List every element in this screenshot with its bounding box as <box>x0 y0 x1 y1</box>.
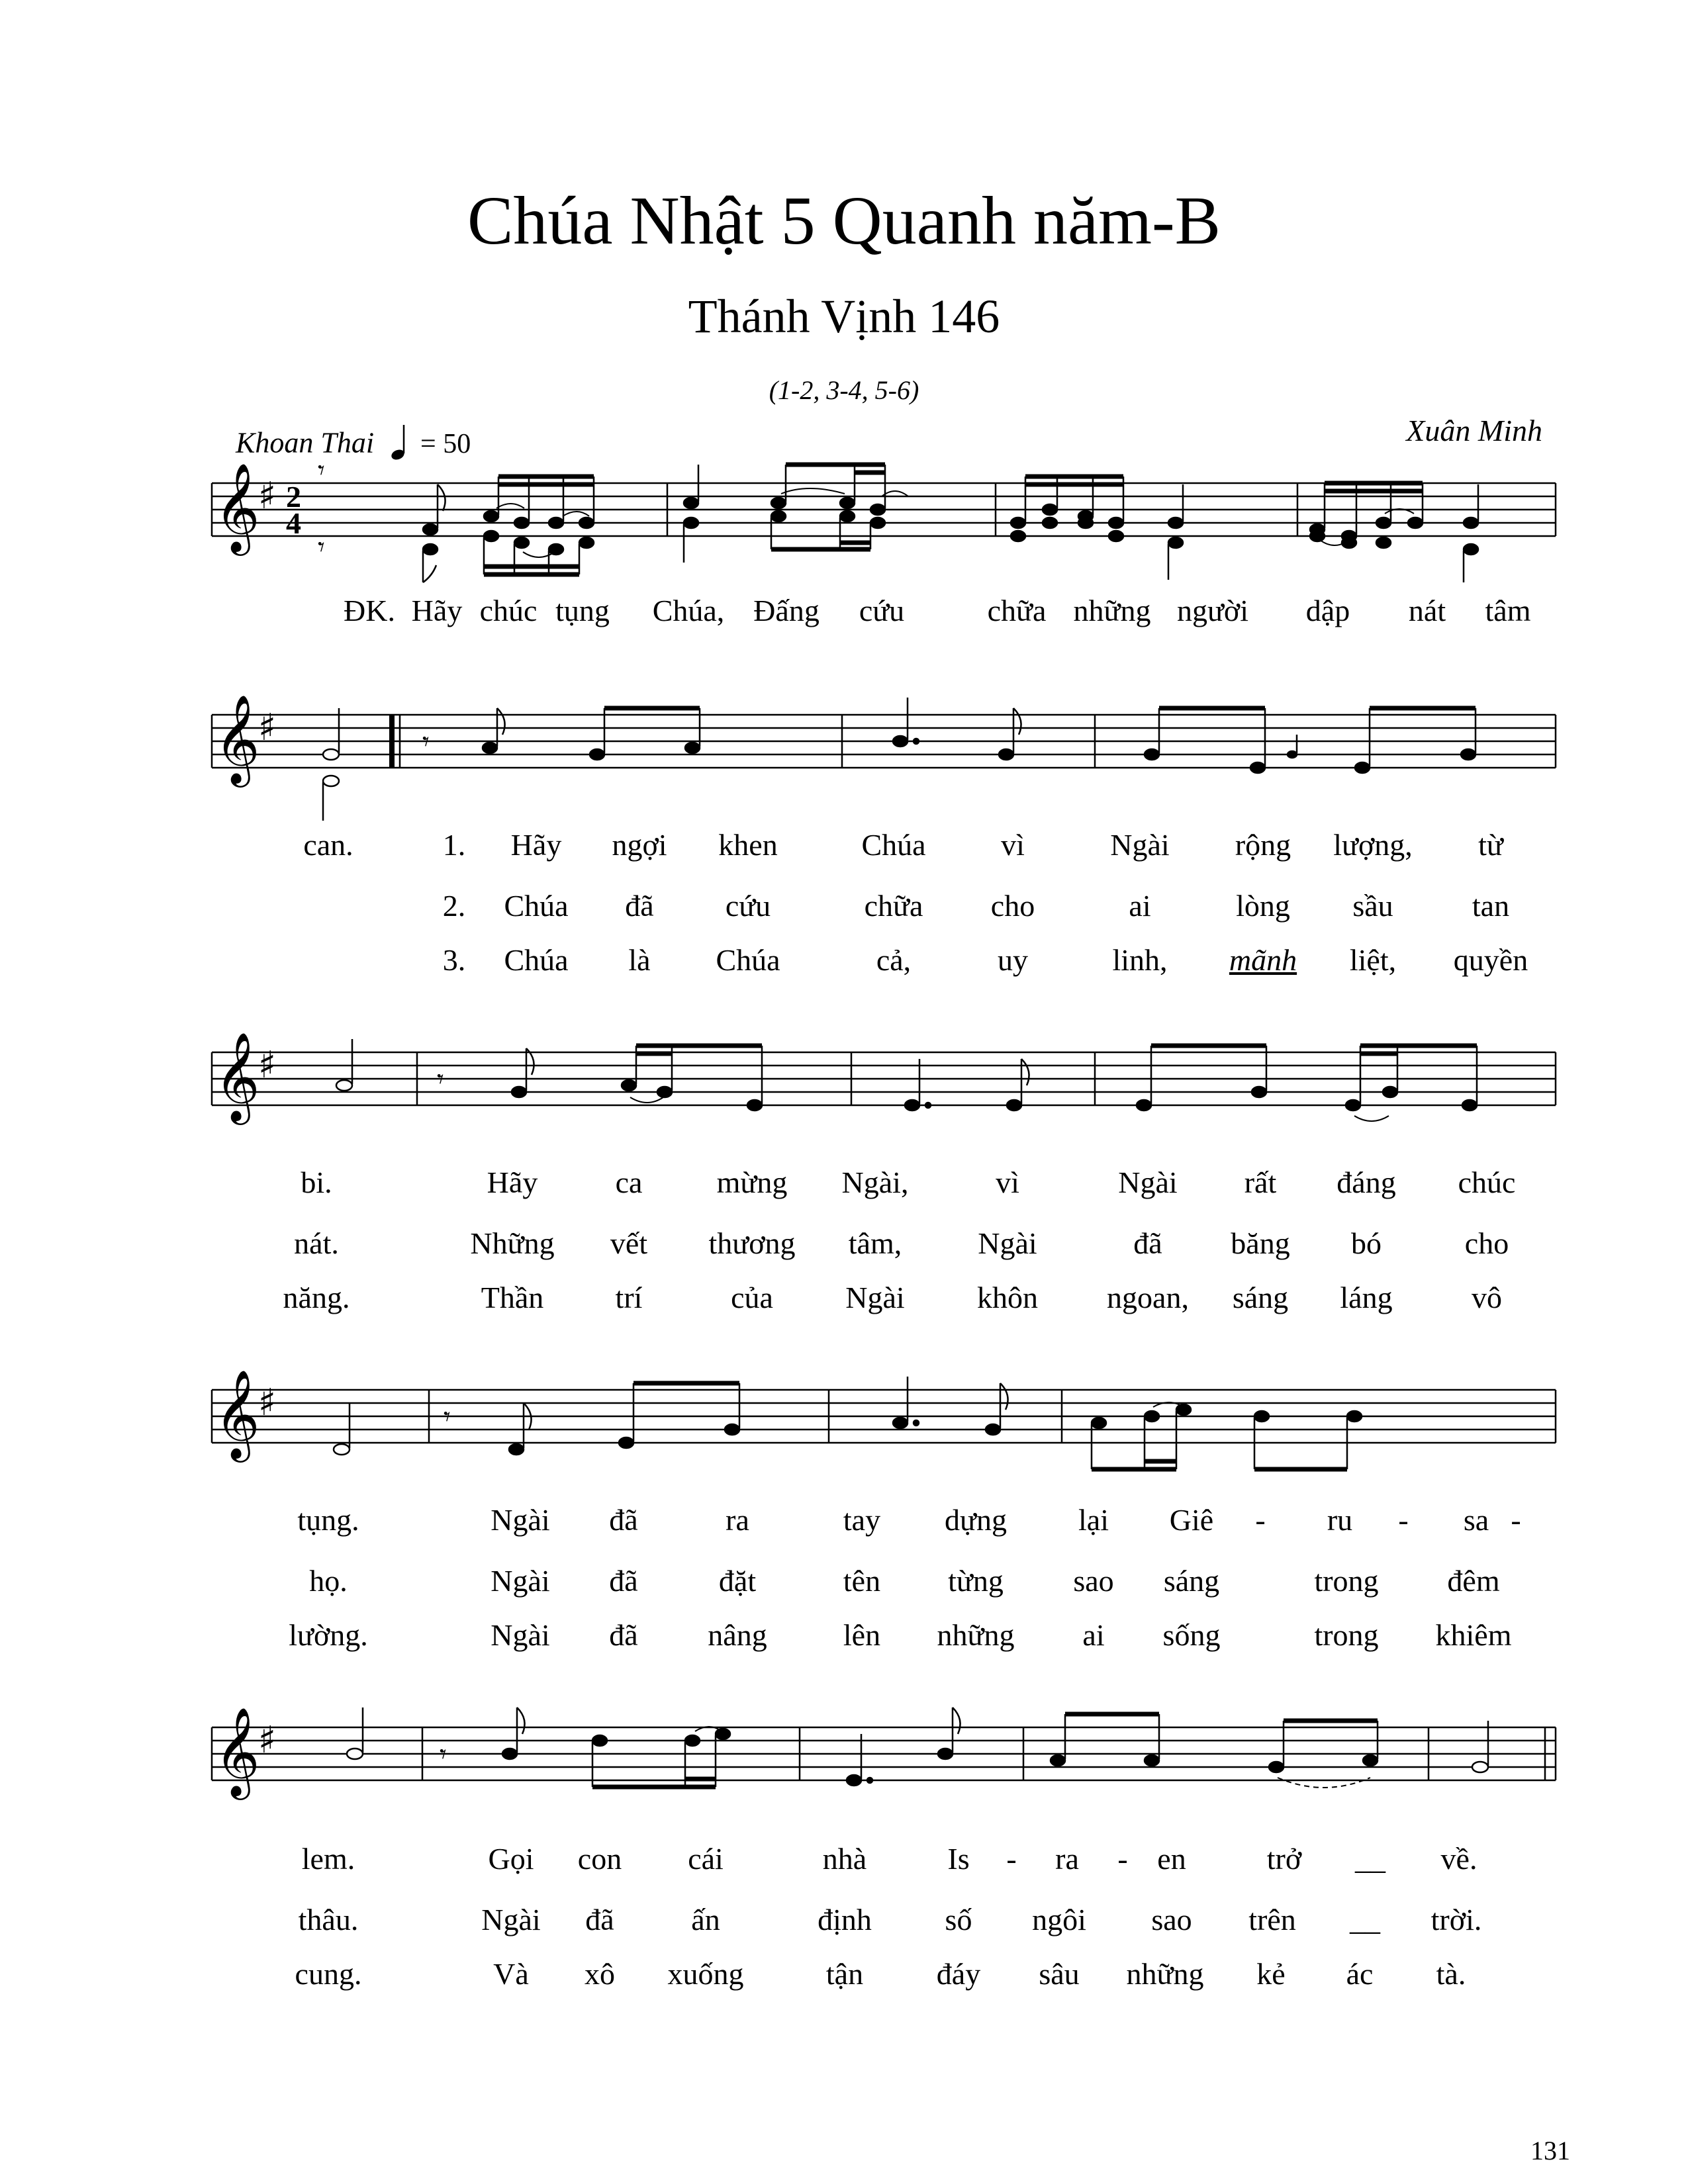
lyric-syllable: sống <box>1162 1618 1221 1652</box>
lyric-syllable: Đấng <box>753 594 820 627</box>
lyric-syllable: trời. <box>1430 1903 1482 1936</box>
lyric-syllable: họ. <box>309 1564 348 1598</box>
lyric-syllable: những <box>1073 594 1151 627</box>
lyric-syllable: xô <box>585 1957 615 1991</box>
lyric-syllable: Ngài <box>978 1226 1037 1260</box>
lyric-syllable: Chúa <box>861 828 926 862</box>
lyric-syllable: __ <box>1350 1903 1380 1936</box>
treble-clef-icon: 𝄞 <box>214 694 260 784</box>
lyric-syllable: linh, <box>1112 943 1168 977</box>
lyric-syllable: bó <box>1351 1226 1382 1260</box>
lyric-syllable: Ngài <box>491 1503 550 1537</box>
lyrics-system-5-line-3 <box>0 1956 1688 1996</box>
lyric-syllable: ác <box>1346 1957 1374 1991</box>
lyric-syllable: ca <box>615 1165 643 1199</box>
song-title: Chúa Nhật 5 Quanh năm-B <box>467 183 1221 259</box>
lyric-syllable: trí <box>615 1281 643 1314</box>
lyric-syllable: Những <box>470 1226 555 1260</box>
staff-system-5 <box>212 1694 1562 1827</box>
svg-text:4: 4 <box>286 506 301 540</box>
lyric-syllable: - <box>1398 1503 1409 1537</box>
svg-text:𝄾: 𝄾 <box>440 1739 447 1769</box>
sharp-icon: ♯ <box>258 1381 277 1424</box>
lyrics-system-3-line-3 <box>0 1280 1688 1320</box>
underlined-word: mãnh <box>1229 943 1297 977</box>
lyric-syllable: lượng, <box>1333 828 1413 862</box>
lyric-syllable: dập <box>1305 594 1350 627</box>
staff-system-4 <box>212 1357 1562 1489</box>
lyric-syllable: ra <box>1055 1842 1079 1876</box>
psalm-subtitle: Thánh Vịnh 146 <box>688 290 1000 343</box>
lyric-syllable: đã <box>609 1503 638 1537</box>
composer: Xuân Minh <box>1406 414 1542 447</box>
verse-reference: (1-2, 3-4, 5-6) <box>769 375 919 405</box>
lyric-syllable: 1. <box>442 828 466 862</box>
lyrics-system-2-line-2 <box>0 888 1688 928</box>
lyric-syllable: can. <box>303 828 353 862</box>
lyric-syllable: ai <box>1082 1618 1105 1652</box>
lyric-syllable: lên <box>843 1618 881 1652</box>
lyric-syllable: Hãy <box>411 594 463 627</box>
lyrics-system-5-line-1 <box>0 1841 1688 1881</box>
lyric-syllable: tà. <box>1436 1957 1466 1991</box>
lyric-syllable: nhà <box>822 1842 867 1876</box>
staff-system-2 <box>212 682 1562 814</box>
lyric-syllable: 2. <box>442 889 466 923</box>
lyric-syllable: từ <box>1478 828 1503 862</box>
lyrics-system-2-line-3 <box>0 942 1688 982</box>
lyric-syllable: rộng <box>1235 828 1291 862</box>
lyric-syllable: Chúa <box>504 943 569 977</box>
lyrics-system-1-line-1 <box>0 593 1688 633</box>
lyric-syllable: cho <box>990 889 1035 923</box>
lyric-syllable: của <box>731 1281 773 1314</box>
staff-system-3 <box>212 1019 1562 1152</box>
lyric-syllable: là <box>628 943 651 977</box>
sharp-icon: ♯ <box>258 706 277 749</box>
lyric-syllable: số <box>945 1903 972 1936</box>
lyric-syllable: - <box>1117 1842 1128 1876</box>
sharp-icon: ♯ <box>258 475 277 518</box>
lyric-syllable: Thần <box>481 1281 544 1314</box>
lyric-syllable: Chúa <box>716 943 780 977</box>
lyric-syllable: những <box>1126 1957 1204 1991</box>
lyric-syllable: sáng <box>1163 1564 1220 1598</box>
lyrics-system-3-line-1 <box>0 1165 1688 1205</box>
lyrics-system-3-line-2 <box>0 1226 1688 1265</box>
lyric-syllable: sa <box>1463 1503 1489 1537</box>
lyric-syllable: tâm <box>1485 594 1531 627</box>
lyric-syllable: Hãy <box>510 828 562 862</box>
lyric-syllable: Ngài <box>491 1618 550 1652</box>
lyric-syllable: lường. <box>289 1618 368 1652</box>
lyric-syllable: vết <box>610 1226 648 1260</box>
lyric-syllable: cứu <box>725 889 771 923</box>
lyric-syllable: Gọi <box>488 1842 534 1876</box>
lyric-syllable: nát <box>1408 594 1446 627</box>
lyric-syllable: cho <box>1464 1226 1509 1260</box>
lyric-syllable: ngoan, <box>1107 1281 1189 1314</box>
lyric-syllable: ai <box>1129 889 1151 923</box>
lyric-syllable: - <box>1511 1503 1521 1537</box>
lyric-syllable: quyền <box>1453 943 1528 977</box>
lyric-syllable: từng <box>948 1564 1004 1598</box>
treble-clef-icon: 𝄞 <box>214 1369 260 1459</box>
lyric-syllable: vì <box>996 1165 1019 1199</box>
lyric-syllable: tên <box>843 1564 881 1598</box>
tempo-value: = 50 <box>420 428 471 459</box>
lyric-syllable: Is <box>947 1842 970 1876</box>
lyric-syllable: Ngài <box>1110 828 1170 862</box>
lyric-syllable: tay <box>843 1503 881 1537</box>
lyric-syllable: thâu. <box>298 1903 359 1936</box>
svg-text:𝄾: 𝄾 <box>318 532 325 562</box>
treble-clef-icon: 𝄞 <box>214 1032 260 1121</box>
lyric-syllable: đáy <box>936 1957 981 1991</box>
page-number: 131 <box>1530 2136 1570 2165</box>
svg-text:𝄾: 𝄾 <box>422 727 430 756</box>
lyric-syllable: lòng <box>1236 889 1290 923</box>
lyric-syllable: khôn <box>977 1281 1038 1314</box>
lyric-syllable: những <box>937 1618 1015 1652</box>
lyric-syllable: liệt, <box>1349 943 1397 977</box>
lyric-syllable: Và <box>493 1957 529 1991</box>
sharp-icon: ♯ <box>258 1044 277 1087</box>
lyric-syllable: ngôi <box>1032 1903 1086 1936</box>
lyric-syllable: lại <box>1078 1503 1109 1537</box>
lyric-syllable: bi. <box>301 1165 332 1199</box>
sharp-icon: ♯ <box>258 1719 277 1762</box>
lyric-syllable: mừng <box>716 1165 788 1199</box>
lyric-syllable: thương <box>708 1226 796 1260</box>
lyric-syllable: láng <box>1340 1281 1393 1314</box>
lyric-syllable: đã <box>585 1903 614 1936</box>
lyric-syllable: Ngài <box>845 1281 905 1314</box>
lyric-syllable: lem. <box>301 1842 355 1876</box>
lyric-syllable: đêm <box>1447 1564 1500 1598</box>
lyric-syllable: vô <box>1472 1281 1502 1314</box>
lyric-syllable: ngợi <box>612 828 667 862</box>
lyric-syllable: sâu <box>1039 1957 1080 1991</box>
lyric-syllable: Ngài <box>491 1564 550 1598</box>
lyrics-system-4-line-3 <box>0 1617 1688 1657</box>
lyric-syllable: nát. <box>294 1226 339 1260</box>
lyric-syllable: ru <box>1327 1503 1353 1537</box>
lyric-syllable: tận <box>825 1957 864 1991</box>
lyric-syllable: định <box>818 1903 872 1936</box>
lyric-syllable: tụng <box>555 594 610 627</box>
lyric-syllable: năng. <box>283 1281 350 1314</box>
lyric-syllable: sao <box>1073 1564 1114 1598</box>
lyric-syllable: cứu <box>859 594 905 627</box>
lyric-syllable: sao <box>1151 1903 1192 1936</box>
lyric-syllable: trong <box>1314 1618 1379 1652</box>
lyric-syllable: xuống <box>667 1957 744 1991</box>
lyric-syllable: người <box>1176 594 1249 627</box>
tempo-label: Khoan Thai <box>236 426 375 459</box>
svg-text:𝄾: 𝄾 <box>318 455 325 485</box>
lyric-syllable: __ <box>1355 1842 1385 1876</box>
lyric-syllable: khen <box>718 828 778 862</box>
lyric-syllable: Ngài <box>1118 1165 1178 1199</box>
lyric-syllable: dựng <box>945 1503 1007 1537</box>
lyric-syllable: en <box>1157 1842 1186 1876</box>
lyric-syllable: Ngài, <box>841 1165 909 1199</box>
lyric-syllable: ấn <box>691 1903 720 1936</box>
lyric-syllable: đã <box>609 1564 638 1598</box>
lyric-syllable: rất <box>1244 1165 1277 1199</box>
lyric-syllable: đã <box>625 889 654 923</box>
lyric-syllable: - <box>1006 1842 1017 1876</box>
lyric-syllable: đã <box>609 1618 638 1652</box>
lyric-syllable: tan <box>1472 889 1510 923</box>
lyrics-system-5-line-2 <box>0 1902 1688 1942</box>
lyric-syllable: con <box>577 1842 622 1876</box>
lyric-syllable: vì <box>1001 828 1025 862</box>
svg-text:2: 2 <box>286 480 301 514</box>
lyric-syllable: ra <box>726 1503 749 1537</box>
lyric-syllable: cả, <box>876 943 912 977</box>
svg-text:𝄾: 𝄾 <box>444 1402 451 1432</box>
treble-clef-icon: 𝄞 <box>214 1707 260 1796</box>
lyric-syllable: tâm, <box>848 1226 902 1260</box>
lyric-syllable: đã <box>1133 1226 1162 1260</box>
lyric-syllable: kẻ <box>1256 1957 1286 1991</box>
lyric-syllable: ĐK. <box>344 594 395 627</box>
lyric-syllable: chữa <box>864 889 923 923</box>
lyric-syllable: uy <box>998 943 1028 977</box>
lyric-syllable: sáng <box>1232 1281 1289 1314</box>
lyric-syllable: tụng. <box>297 1503 359 1537</box>
lyric-syllable: chữa <box>987 594 1047 627</box>
lyric-syllable: trong <box>1314 1564 1379 1598</box>
lyric-syllable: trên <box>1248 1903 1296 1936</box>
staff-system-1 <box>212 450 1562 609</box>
lyric-syllable: đặt <box>718 1564 757 1598</box>
lyric-syllable: sầu <box>1352 889 1393 923</box>
lyric-syllable: Chúa, <box>652 594 725 627</box>
lyrics-system-2-line-1 <box>0 827 1688 867</box>
lyric-syllable: về. <box>1440 1842 1477 1876</box>
lyric-syllable: trở <box>1266 1842 1302 1876</box>
lyric-syllable: khiêm <box>1435 1618 1512 1652</box>
lyric-syllable: Ngài <box>481 1903 541 1936</box>
lyric-syllable: Giê <box>1169 1503 1214 1537</box>
lyrics-system-4-line-2 <box>0 1563 1688 1603</box>
lyric-syllable: đáng <box>1336 1165 1396 1199</box>
lyric-syllable: băng <box>1231 1226 1290 1260</box>
lyrics-system-4-line-1 <box>0 1502 1688 1542</box>
lyric-syllable: cung. <box>295 1957 362 1991</box>
lyric-syllable: - <box>1255 1503 1266 1537</box>
lyric-syllable: Chúa <box>504 889 569 923</box>
lyric-syllable: cái <box>688 1842 724 1876</box>
lyric-syllable: 3. <box>442 943 466 977</box>
lyric-syllable: chúc <box>479 594 538 627</box>
lyric-syllable: nâng <box>708 1618 767 1652</box>
lyric-syllable: Hãy <box>487 1165 538 1199</box>
svg-text:𝄾: 𝄾 <box>437 1064 444 1094</box>
lyric-syllable: chúc <box>1458 1165 1516 1199</box>
treble-clef-icon: 𝄞 <box>214 463 260 552</box>
